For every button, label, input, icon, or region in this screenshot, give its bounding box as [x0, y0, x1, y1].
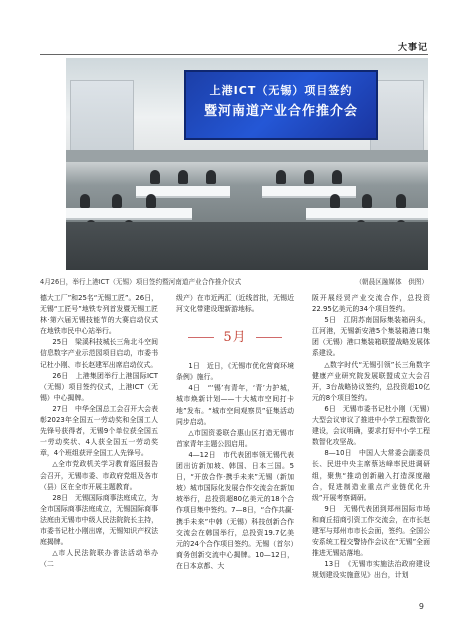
- paragraph: 27日 中华全国总工会召开大会表彰2023年全国五一劳动奖和全国工人先锋号获得者，无锡9个单位获全国五一劳动奖状、4人获全国五一劳动奖章，4个班组获评全国工人先锋号。: [40, 404, 158, 458]
- page-header: [40, 40, 428, 54]
- paragraph: 1日 近日，《无锡市优化营商环境条例》施行。: [176, 362, 294, 382]
- paragraph: △市国资委联合惠山区打造无锡市首家青年主题公园启用。: [176, 428, 294, 448]
- person: [330, 194, 340, 208]
- paragraph: △全市党政机关学习教育巡回报告会召开，无锡市委、市政府党组及各市（县）区在全市开展主题教育。: [40, 460, 158, 491]
- month-rule-right: [256, 337, 282, 338]
- paragraph: 4—12日 市代表团率领无锡代表团出访新加坡、韩国、日本三国。5日，“开放合作·携手未来”无锡（新加坡）城市国际化发展合作交流会在新加坡举行，总投资超80亿美元的18个合作项目集中签约。7—8日，“合作共赢·携手未来”中韩（无锡）科技创新合作交流会在韩国举行，总投资19.7亿美元的24个合作项目签约。无锡（首尔）商务创新交流中心揭牌。10—12日，在日本京都、大: [176, 450, 294, 570]
- event-photo: [66, 58, 428, 270]
- person: [178, 170, 188, 184]
- page-number: 9: [418, 602, 424, 611]
- person: [362, 194, 372, 208]
- paragraph: 25日 梁溪科技城长三角北斗空间信息数字产业示范园项目启动，市委书记杜小刚、市长赵建军出席启动仪式。: [40, 338, 158, 369]
- paragraph: 13日 《无锡市实施法治政府建设规划建设实施意见》出台，计划: [312, 560, 430, 580]
- paragraph: 4日 “‘锡’有青年，‘青’力护城，城市焕新计划——十大城市空间打卡地”发布。“城市空间观察员”征集活动同步启动。: [176, 384, 294, 426]
- floor: [66, 222, 428, 270]
- person: [80, 194, 90, 208]
- paragraph: △市人民法院联办普法活动举办（二: [40, 549, 158, 569]
- paragraph: 阪开展经贸产业交流合作，总投资22.95亿美元的34个项目签约。: [312, 294, 430, 314]
- stage-screen: [184, 70, 378, 140]
- signing-desk-right: [262, 186, 356, 198]
- person: [206, 170, 216, 184]
- month-heading: [176, 327, 294, 349]
- text-column-1: [40, 293, 158, 570]
- text-column-2: [176, 293, 294, 572]
- audience-desk: [306, 208, 428, 220]
- section-title: 大事记: [397, 43, 428, 53]
- caption-credit: （朝晨区融媒体 供图）: [355, 278, 428, 286]
- paragraph: 9日 无锡代表团到郑州国际市场和商丘招商引资工作交流会，在市长赵建军与郑州市市长会面，签约。全国公安系统工程交警协作会议在“无锡”全面推进无锡站落地。: [312, 504, 430, 558]
- paragraph: 级产）在市近两汇（近线首批，无锡近河文化带建设理新游地标。: [176, 294, 294, 314]
- paragraph: 26日 上港集团举行上港国际ICT（无锡）项目签约仪式，上港ICT（无锡）中心揭牌。: [40, 371, 158, 402]
- paragraph: △数字时代“无锡引领”长三角数字健康产业研究院发展联盟成立大会召开，3台战略协议签约，总投资超10亿元的8个项目签约。: [312, 360, 430, 402]
- screen-title: 上港ICT（无锡）项目签约: [209, 84, 353, 97]
- screen-subtitle: 暨河南道产业合作推介会: [203, 104, 358, 119]
- text-column-3: [312, 293, 430, 581]
- paragraph: 6日 无锡市委书记杜小刚（无锡）大型会议审议了推进中小学工程数智化建设，会议明确，要求打好中小学工程数智化攻坚战。: [312, 404, 430, 447]
- paragraph: 德大工厂”和25名“无锡工匠”。26日，无锡“工匠号”地铁专列首发暨无锡工匠林·第六届无锡技能节的大赛启动仪式在地铁市民中心站举行。: [40, 294, 158, 336]
- caption-text: 4月26日，举行上港ICT（无锡）项目签约暨河南道产业合作推介仪式: [40, 278, 242, 286]
- paragraph: 5日 江阴苏南国际集装箱码头，江河港，无锡新安港5个集装箱港口集团（无锡）港口集装箱联盟战略发展体系建设。: [312, 316, 430, 358]
- header-rule: [40, 54, 428, 55]
- stage: [66, 150, 428, 162]
- person: [150, 170, 160, 184]
- person: [332, 170, 342, 184]
- paragraph: 28日 无锡国际商事法庭成立，为全市国际商事法庭成立，无锡国际商事法庭由无锡市中级人民法院院长主持，市委书记杜小刚出席，无锡知识产权法庭揭牌。: [40, 493, 158, 547]
- month-rule-left: [188, 337, 214, 338]
- person: [304, 170, 314, 184]
- person: [276, 170, 286, 184]
- audience-desk: [66, 208, 192, 220]
- month-label: 5月: [223, 330, 247, 346]
- person: [396, 194, 406, 208]
- paragraph: 8—10日 中国人大常委会副委员长、民进中央主席蔡达峰率民进调研组，聚焦“推动创新融入打造深度融合，促进制造业重点产业链优化升级”开展考察调研。: [312, 449, 430, 502]
- person: [146, 194, 156, 208]
- person: [112, 194, 122, 208]
